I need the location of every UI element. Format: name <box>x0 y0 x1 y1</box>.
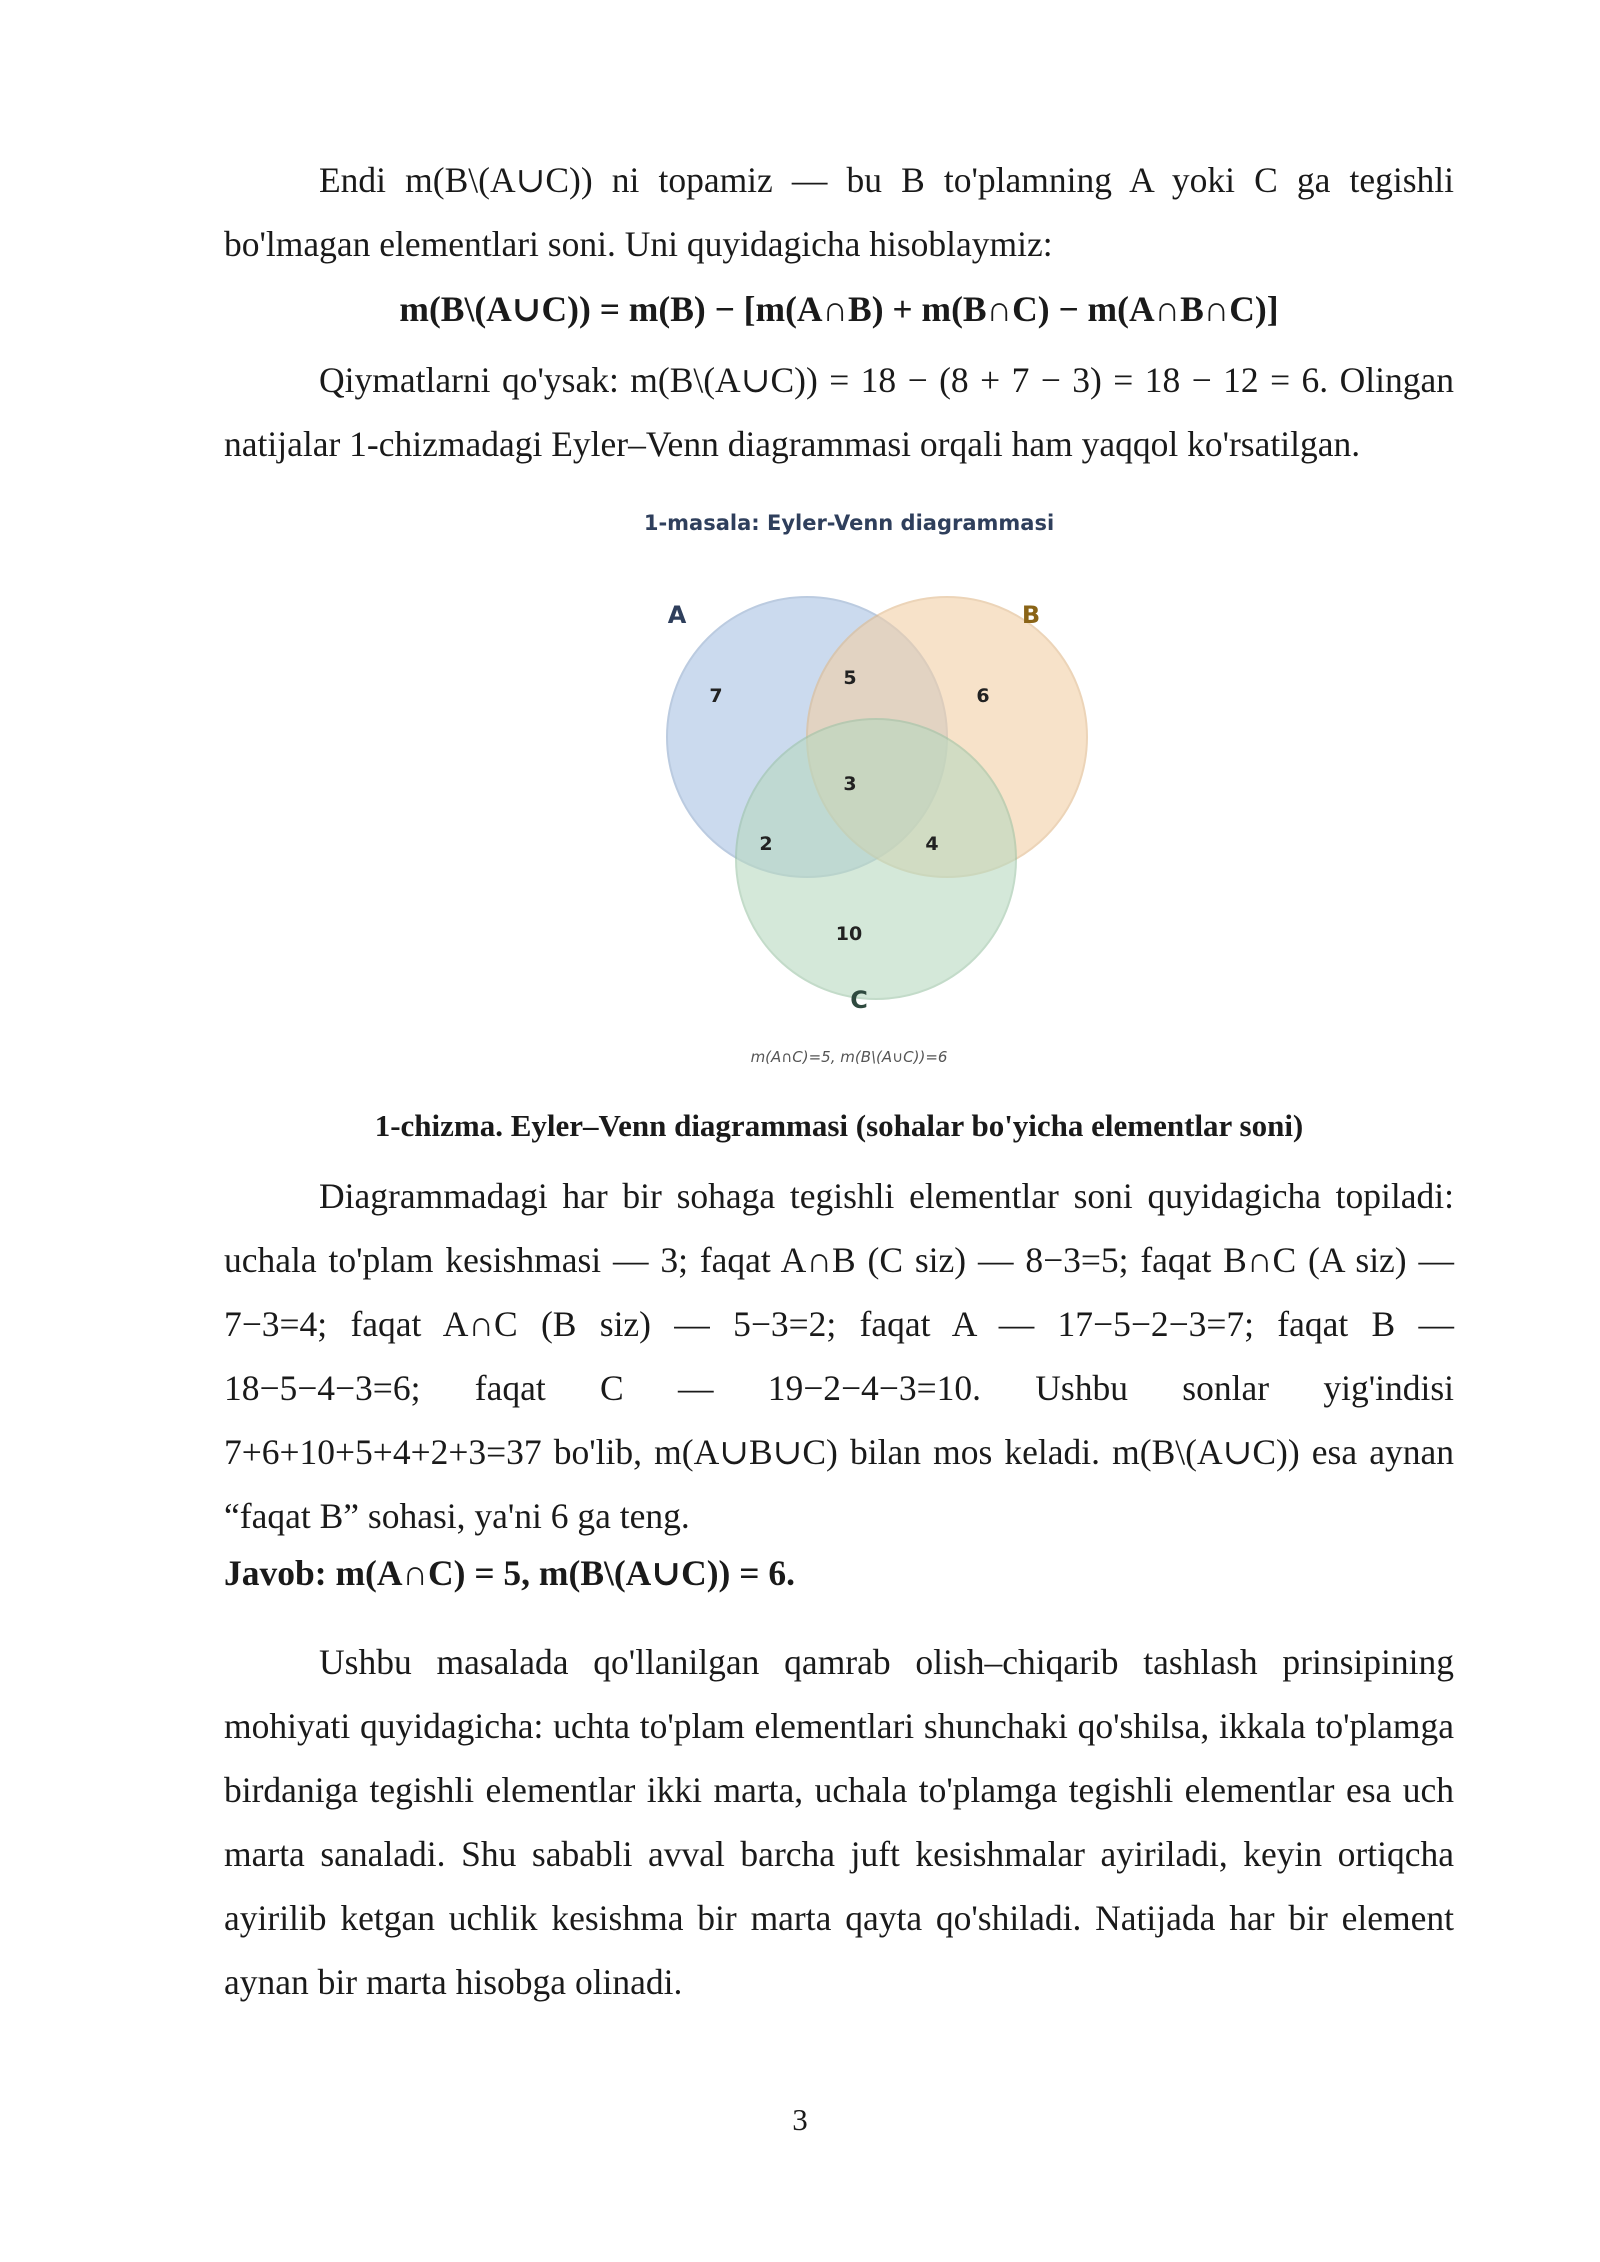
formula-line: m(B\(A∪C)) = m(B) − [m(A∩B) + m(B∩C) − m(A∩B∩C)] <box>399 289 1279 329</box>
region-all-three-value: 3 <box>843 773 857 795</box>
region-a-b-value: 5 <box>843 667 857 689</box>
region-only-a-value: 7 <box>709 685 723 707</box>
figure-note: m(A∩C)=5, m(B\(A∪C))=6 <box>750 1048 948 1066</box>
figure-caption: 1-chizma. Eyler–Venn diagrammasi (sohalar bo'yicha elementlar soni) <box>374 1108 1304 1143</box>
intro-paragraph: Endi m(B\(A∪C)) ni topamiz — bu B to'plamning A yoki C ga tegishli bo'lmagan elementlari soni. Uni quyidagicha hisoblaymiz: <box>224 160 1454 264</box>
answer-line: Javob: m(A∩C) = 5, m(B\(A∪C)) = 6. <box>224 1553 795 1593</box>
region-only-b-value: 6 <box>976 685 990 707</box>
figure-title: 1-masala: Eyler-Venn diagrammasi <box>643 511 1055 535</box>
set-c-circle <box>736 719 1016 999</box>
venn-diagram <box>600 500 1100 1080</box>
region-only-c-value: 10 <box>835 923 863 945</box>
page-number: 3 <box>792 2102 808 2137</box>
region-a-c-value: 2 <box>759 833 773 855</box>
substitution-paragraph: Qiymatlarni qo'ysak: m(B\(A∪C)) = 18 − (8 + 7 − 3) = 18 − 12 = 6. Olingan natijalar 1-chizmadagi Eyler–Venn diagrammasi orqali ham yaqqol ko'rsatilgan. <box>224 360 1454 464</box>
set-a-label: A <box>667 601 687 629</box>
region-b-c-value: 4 <box>925 833 939 855</box>
explanation-paragraph: Diagrammadagi har bir sohaga tegishli elementlar soni quyidagicha topiladi: uchala to'plam kesishmasi — 3; faqat A∩B (C siz) — 8−3=5; faqat B∩C (A siz) — 7−3=4; faqat A∩C (B siz) — 5−3=2; faqat A — 17−5−2−3=7; faqat B — 18−5−4−3=6; faqat C — 19−2−4−3=10. Ushbu sonlar yig'indisi 7+6+10+5+4+2+3=37 bo'lib, m(A∪B∪C) bilan mos keladi. m(B\(A∪C)) esa aynan “faqat B” sohasi, ya'ni 6 ga teng. <box>224 1176 1454 1536</box>
set-c-label: C <box>850 986 868 1014</box>
set-b-label: B <box>1021 601 1041 629</box>
venn-figure <box>600 500 1100 1080</box>
principle-paragraph: Ushbu masalada qo'llanilgan qamrab olish–chiqarib tashlash prinsipining mohiyati quyidagicha: uchta to'plam elementlari shunchaki qo'shilsa, ikkala to'plamga birdaniga tegishli elementlar ikki marta, uchala to'plamga tegishli elementlar esa uch marta sanaladi. Shu sababli avval barcha juft kesishmalar ayiriladi, keyin ortiqcha ayirilib ketgan uchlik kesishma bir marta qayta qo'shiladi. Natijada har bir element aynan bir marta hisobga olinadi. <box>224 1642 1454 2002</box>
